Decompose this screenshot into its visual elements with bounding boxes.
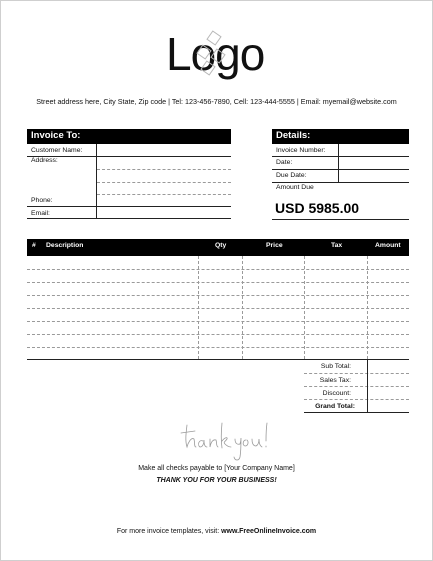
col-divider: [367, 256, 368, 359]
website-link[interactable]: www.FreeOnlineInvoice.com: [221, 528, 317, 535]
totals-bottom-line: [304, 412, 409, 413]
col-tax-header: Tax: [331, 242, 343, 249]
col-divider: [198, 256, 199, 359]
more-templates-line: [1, 528, 432, 535]
col-number-header: #: [32, 242, 36, 249]
invoice-to-row-line: [27, 156, 231, 157]
phone-label: Phone:: [31, 197, 53, 204]
checks-payable-text: Make all checks payable to [Your Company Name]: [138, 465, 295, 472]
details-row-line: [272, 182, 409, 183]
col-amount-header: Amount: [375, 242, 401, 249]
totals-row-line: [304, 373, 409, 374]
invoice-to-bottom-line: [27, 218, 231, 219]
address-line-2: [97, 182, 231, 183]
invoice-to-row-line: [27, 206, 231, 207]
col-qty-header: Qty: [215, 242, 227, 249]
details-header: Details:: [272, 129, 409, 144]
table-row: [27, 308, 409, 309]
amount-due-value: USD 5985.00: [275, 200, 360, 216]
table-row: [27, 282, 409, 283]
company-address-line: Street address here, City State, Zip code | Tel: 123-456-7890, Cell: 123-444-5555 | Email: myemail@website.com: [36, 97, 397, 106]
table-bottom-line: [27, 359, 409, 360]
customer-name-label: Customer Name:: [31, 147, 83, 154]
thank-you-signature: [177, 419, 272, 464]
sub-total-label: Sub Total:: [320, 363, 351, 370]
date-label: Date:: [276, 159, 293, 166]
table-row: [27, 295, 409, 296]
amount-due-label: Amount Due: [276, 184, 314, 191]
col-price-header: Price: [266, 242, 283, 249]
sales-tax-label: Sales Tax:: [319, 377, 351, 384]
table-row: [27, 347, 409, 348]
totals-row-line: [304, 386, 409, 387]
col-divider: [242, 256, 243, 359]
totals-divider: [367, 359, 368, 412]
invoice-to-header: Invoice To:: [27, 129, 231, 144]
details-divider: [338, 144, 339, 183]
more-templates-text: For more invoice templates, visit:: [116, 528, 222, 535]
table-row: [27, 321, 409, 322]
details-bottom-line: [272, 219, 409, 220]
due-date-label: Due Date:: [276, 172, 307, 179]
col-divider: [304, 256, 305, 359]
details-row-line: [272, 169, 409, 170]
address-line-1: [97, 169, 231, 170]
totals-row-line: [304, 399, 409, 400]
discount-label: Discount:: [322, 390, 351, 397]
table-row: [27, 269, 409, 270]
col-description-header: Description: [46, 242, 84, 249]
table-row: [27, 334, 409, 335]
logo-diamond-icon: [191, 29, 241, 84]
thank-you-business-text: THANK YOU FOR YOUR BUSINESS!: [156, 477, 277, 484]
address-line-3: [97, 194, 231, 195]
grand-total-label: Grand Total:: [315, 403, 355, 410]
details-row-line: [272, 156, 409, 157]
invoice-number-label: Invoice Number:: [276, 147, 326, 154]
company-logo: Logo: [166, 28, 265, 80]
email-label: Email:: [31, 210, 50, 217]
address-label: Address:: [31, 157, 58, 164]
